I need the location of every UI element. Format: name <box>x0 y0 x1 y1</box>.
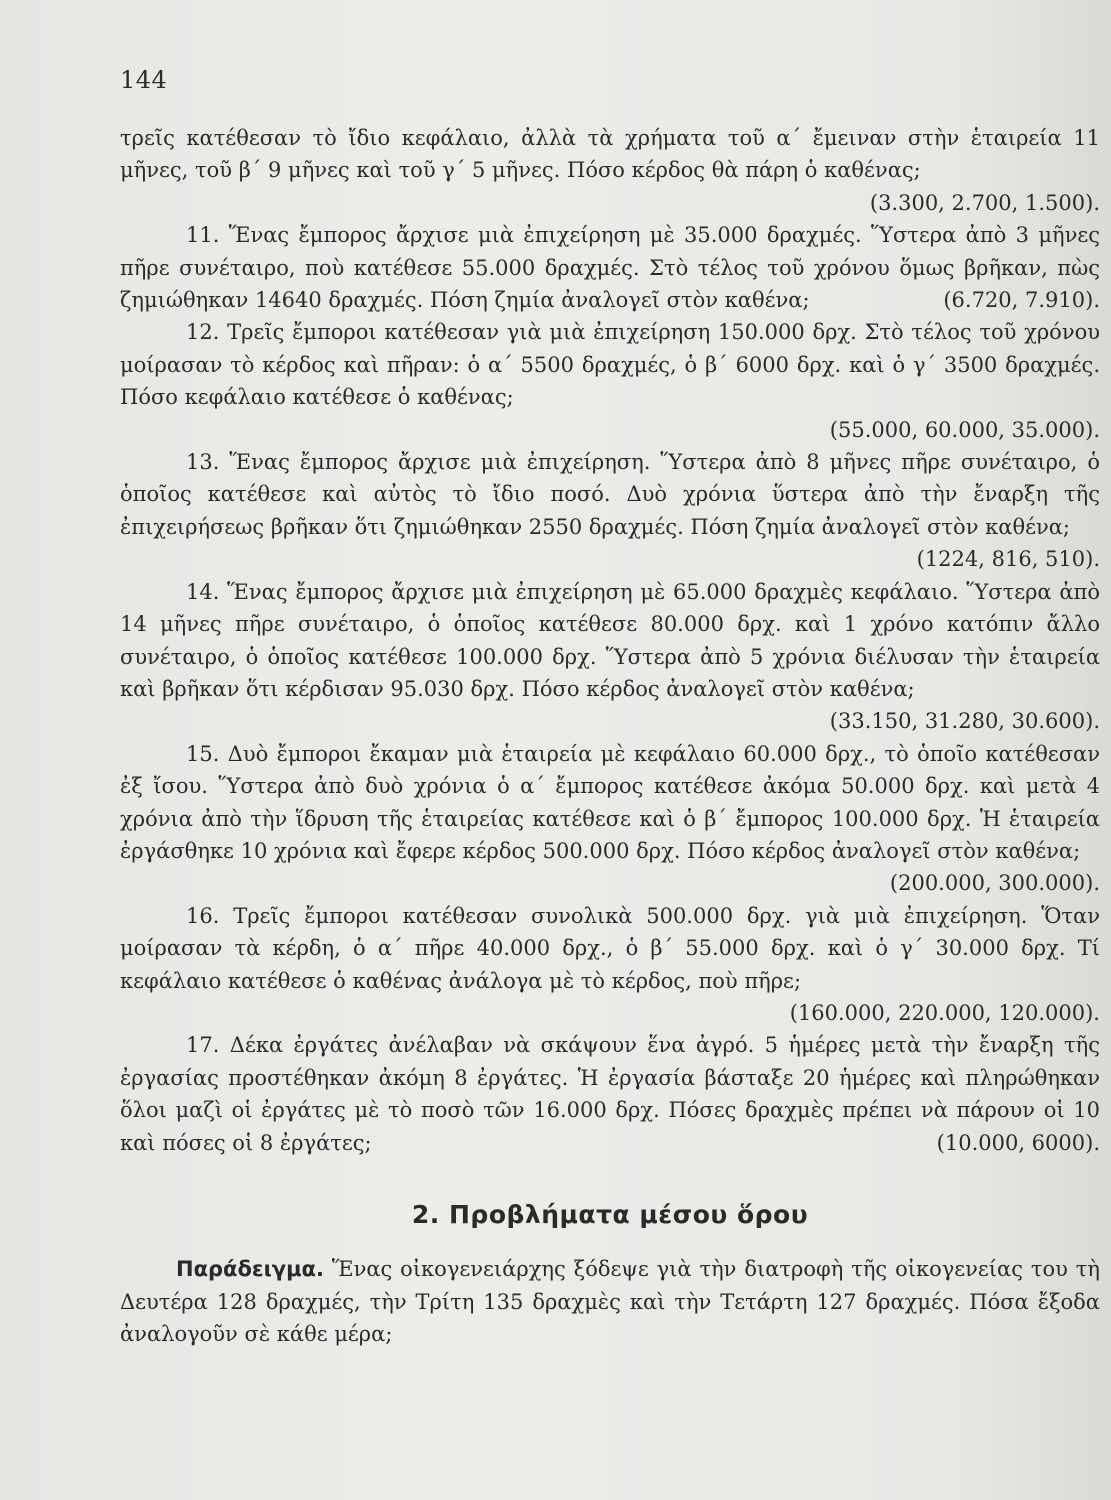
page-content <box>120 122 1100 1351</box>
problem-17-text: 17. Δέκα ἐργάτες ἀνέλαβαν νὰ σκάψουν ἕνα ἀγρό. 5 ἡμέρες μετὰ τὴν ἔναρξη τῆς ἐργασίας προστέθηκαν ἀκόμη 8 ἐργάτες. Ἡ ἐργασία βάσταξε 20 ἡμέρες καὶ πληρώθηκαν ὅλοι μαζὶ οἱ ἐργάτες μὲ τὸ ποσὸ τῶν 16.000 δρχ. Πόσες δραχμὲς πρέπει νὰ πάρουν οἱ 10 καὶ πόσες οἱ 8 ἐργάτες; <box>120 1033 1100 1155</box>
continuation-paragraph <box>120 122 1100 215</box>
continuation-text: τρεῖς κατέθεσαν τὸ ἴδιο κεφάλαιο, ἀλλὰ τὰ χρήματα τοῦ α΄ ἔμειναν στὴν ἑταιρεία 11 μῆνες, τοῦ β΄ 9 μῆνες καὶ τοῦ γ΄ 5 μῆνες. Πόσο κέρδος θὰ πάρη ὁ καθένας; <box>120 126 1100 183</box>
problem-13-text: 13. Ἕνας ἔμπορος ἄρχισε μιὰ ἐπιχείρηση. Ὕστερα ἀπὸ 8 μῆνες πῆρε συνέταιρο, ὁ ὁποῖος κατέθεσε καὶ αὐτὸς τὸ ἴδιο ποσό. Δυὸ χρόνια ὕστερα ἀπὸ τὴν ἔναρξη τῆς ἐπιχειρήσεως βρῆκαν ὅτι ζημιώθηκαν 2550 δραχμές. Πόση ζημία ἀναλογεῖ στὸν καθένα; <box>120 450 1100 539</box>
problem-16-text: 16. Τρεῖς ἔμποροι κατέθεσαν συνολικὰ 500.000 δρχ. γιὰ μιὰ ἐπιχείρηση. Ὅταν μοίρασαν τὰ κέρδη, ὁ α΄ πῆρε 40.000 δρχ., ὁ β΄ 55.000 δρχ. καὶ ὁ γ΄ 30.000 δρχ. Τί κεφάλαιο κατέθεσε ὁ καθένας ἀνάλογα μὲ τὸ κέρδος, ποὺ πῆρε; <box>120 903 1100 993</box>
problem-13-answer: (1224, 816, 510). <box>916 547 1100 572</box>
problem-17-answer: (10.000, 6000). <box>936 1130 1100 1155</box>
problem-17 <box>120 1029 1100 1159</box>
example-text: Ἕνας οἰκογενειάρχης ξόδεψε γιὰ τὴν διατροφὴ τῆς οἰκογενείας του τὴ Δευτέρα 128 δραχμές, τὴν Τρίτη 135 δραχμὲς καὶ τὴν Τετάρτη 127 δραχμές. Πόσα ἔξοδα ἀναλογοῦν σὲ κάθε μέρα; <box>120 1257 1100 1347</box>
example-paragraph <box>120 1253 1100 1350</box>
problem-12-text: 12. Τρεῖς ἔμποροι κατέθεσαν γιὰ μιὰ ἐπιχείρηση 150.000 δρχ. Στὸ τέλος τοῦ χρόνου μοίρασαν τὸ κέρδος καὶ πῆραν: ὁ α΄ 5500 δραχμές, ὁ β΄ 6000 δρχ. καὶ ὁ γ΄ 3500 δραχμές. Πόσο κεφάλαιο κατέθεσε ὁ καθένας; <box>120 320 1100 410</box>
example-label: Παράδειγμα. <box>176 1257 324 1282</box>
problem-12-answer: (55.000, 60.000, 35.000). <box>829 417 1100 442</box>
problem-14-text: 14. Ἕνας ἔμπορος ἄρχισε μιὰ ἐπιχείρηση μὲ 65.000 δραχμὲς κεφάλαιο. Ὕστερα ἀπὸ 14 μῆνες πῆρε συνέταιρο, ὁ ὁποῖος κατέθεσε 80.000 δρχ. καὶ 1 χρόνο κατόπιν ἄλλο συνέταιρο, ὁ ὁποῖος κατέθεσε 100.000 δρχ. Ὕστερα ἀπὸ 5 χρόνια διέλυσαν τὴν ἑταιρεία καὶ βρῆκαν ὅτι κέρδισαν 95.030 δρχ. Πόσο κέρδος ἀναλογεῖ στὸν καθένα; <box>120 579 1100 701</box>
problem-13 <box>120 446 1100 572</box>
problem-11 <box>120 219 1100 316</box>
problem-16 <box>120 900 1100 1030</box>
page-number: 144 <box>120 66 168 94</box>
problem-15 <box>120 738 1100 896</box>
problem-11-text: 11. Ἕνας ἔμπορος ἄρχισε μιὰ ἐπιχείρηση μὲ 35.000 δραχμές. Ὕστερα ἀπὸ 3 μῆνες πῆρε συνέταιρο, ποὺ κατέθεσε 55.000 δραχμές. Στὸ τέλος τοῦ χρόνου ὅμως βρῆκαν, πὼς ζημιώθηκαν 14640 δραχμές. Πόση ζημία ἀναλογεῖ στὸν καθένα; <box>120 223 1100 313</box>
problem-16-answer: (160.000, 220.000, 120.000). <box>789 1000 1100 1025</box>
continuation-answer: (3.300, 2.700, 1.500). <box>869 190 1100 215</box>
problem-11-answer: (6.720, 7.910). <box>943 288 1100 313</box>
section-title: 2. Προβλήματα μέσου ὅρου <box>411 1200 809 1229</box>
problem-14 <box>120 576 1100 734</box>
problem-12 <box>120 316 1100 446</box>
problem-14-answer: (33.150, 31.280, 30.600). <box>829 709 1100 734</box>
problem-15-answer: (200.000, 300.000). <box>889 871 1100 896</box>
problem-15-text: 15. Δυὸ ἔμποροι ἔκαμαν μιὰ ἑταιρεία μὲ κεφάλαιο 60.000 δρχ., τὸ ὁποῖο κατέθεσαν ἐξ ἴσου. Ὕστερα ἀπὸ δυὸ χρόνια ὁ α΄ ἔμπορος κατέθεσε ἀκόμα 50.000 δρχ. καὶ μετὰ 4 χρόνια ἀπὸ τὴν ἵδρυση τῆς ἑταιρείας κατέθεσε καὶ ὁ β΄ ἔμπορος 100.000 δρχ. Ἡ ἑταιρεία ἐργάσθηκε 10 χρόνια καὶ ἔφερε κέρδος 500.000 δρχ. Πόσο κέρδος ἀναλογεῖ στὸν καθένα; <box>120 741 1100 863</box>
